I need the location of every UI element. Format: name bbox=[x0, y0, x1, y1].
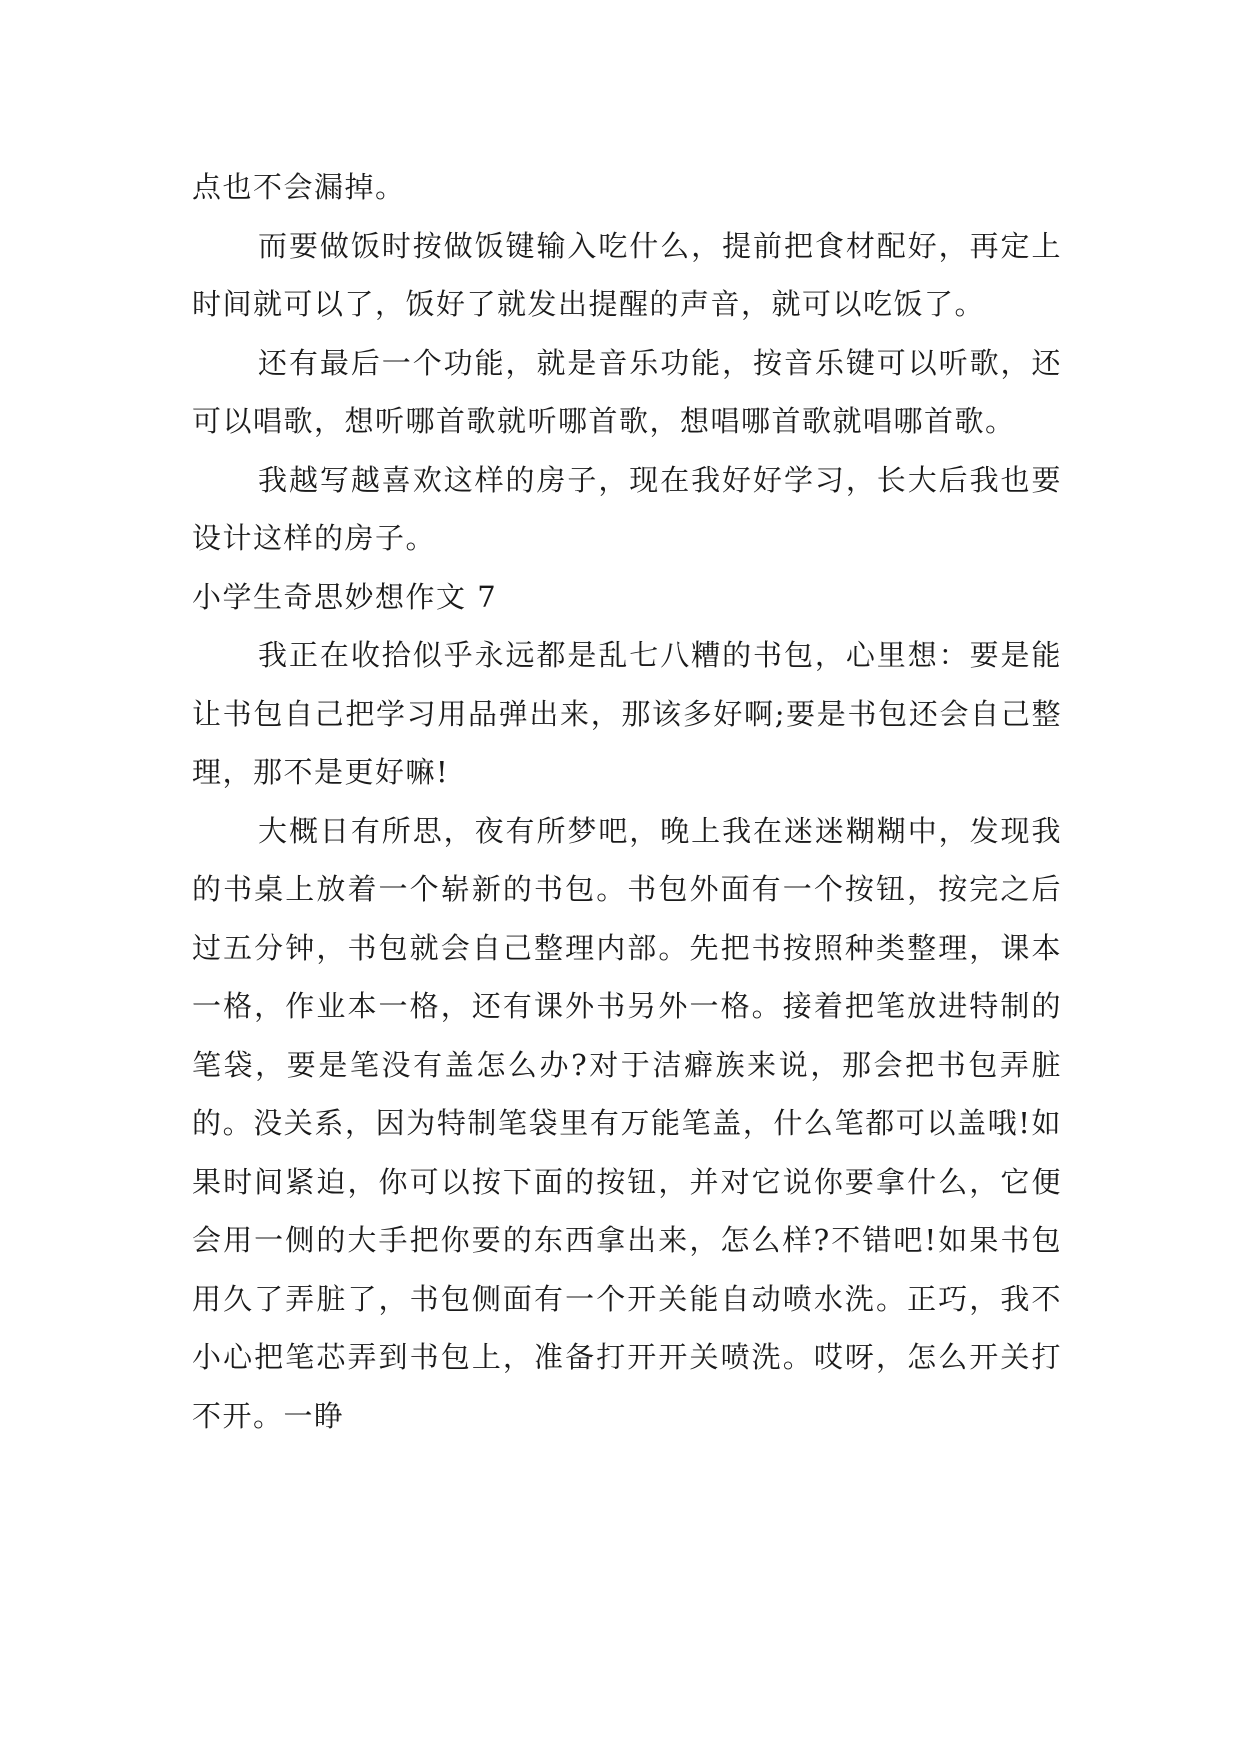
section-heading: 小学生奇思妙想作文 7 bbox=[192, 579, 498, 614]
paragraph-1: 点也不会漏掉。 bbox=[192, 170, 406, 204]
paragraph-5: 我正在收拾似乎永远都是乱七八糟的书包，心里想：要是能让书包自己把学习用品弹出来，那该多好啊;要是书包还会自己整理，那不是更好嘛! bbox=[192, 638, 1062, 789]
paragraph-4: 我越写越喜欢这样的房子，现在我好好学习，长大后我也要设计这样的房子。 bbox=[192, 462, 1062, 555]
paragraph-2: 而要做饭时按做饭键输入吃什么，提前把食材配好，再定上时间就可以了，饭好了就发出提醒的声音，就可以吃饭了。 bbox=[192, 228, 1062, 321]
document-page bbox=[192, 158, 1062, 1445]
paragraph-6: 大概日有所思，夜有所梦吧，晚上我在迷迷糊糊中，发现我的书桌上放着一个崭新的书包。书包外面有一个按钮，按完之后过五分钟，书包就会自己整理内部。先把书按照种类整理，课本一格，作业本一格，还有课外书另外一格。接着把笔放进特制的笔袋，要是笔没有盖怎么办?对于洁癖族来说，那会把书包弄脏的。没关系，因为特制笔袋里有万能笔盖，什么笔都可以盖哦!如果时间紧迫，你可以按下面的按钮，并对它说你要拿什么，它便会用一侧的大手把你要的东西拿出来，怎么样?不错吧!如果书包用久了弄脏了，书包侧面有一个开关能自动喷水洗。正巧，我不小心把笔芯弄到书包上，准备打开开关喷洗。哎呀，怎么开关打不开。一睁 bbox=[192, 813, 1062, 1433]
paragraph-3: 还有最后一个功能，就是音乐功能，按音乐键可以听歌，还可以唱歌，想听哪首歌就听哪首歌，想唱哪首歌就唱哪首歌。 bbox=[192, 345, 1062, 438]
